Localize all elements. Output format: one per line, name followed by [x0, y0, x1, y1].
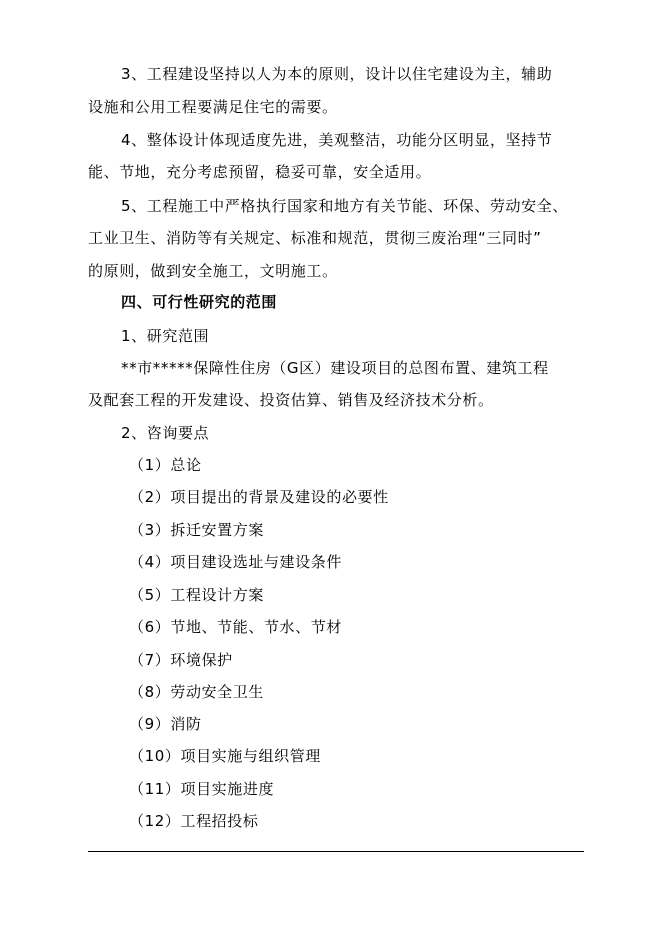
- paragraph-4-line-2: 能、节地，充分考虑预留，稳妥可靠，安全适用。: [88, 163, 432, 181]
- consult-item: （3）拆迁安置方案: [129, 521, 264, 539]
- consult-item: （8）劳动安全卫生: [129, 683, 264, 701]
- consult-item: （10）项目实施与组织管理: [129, 747, 321, 765]
- paragraph-5-line-1: 5、工程施工中严格执行国家和地方有关节能、环保、劳动安全、: [121, 197, 568, 215]
- consult-item: （7）环境保护: [129, 651, 233, 669]
- scope-title: 1、研究范围: [121, 327, 210, 345]
- consult-item: （2）项目提出的背景及建设的必要性: [129, 488, 389, 506]
- consult-title: 2、咨询要点: [121, 424, 210, 442]
- consult-item: （5）工程设计方案: [129, 586, 264, 604]
- consult-item: （9）消防: [129, 715, 202, 733]
- scope-line-2: 及配套工程的开发建设、投资估算、销售及经济技术分析。: [88, 391, 494, 409]
- paragraph-5-line-3: 的原则，做到安全施工，文明施工。: [88, 262, 338, 280]
- section-heading: 四、可行性研究的范围: [121, 293, 278, 311]
- paragraph-4-line-1: 4、整体设计体现适度先进，美观整洁，功能分区明显，坚持节: [121, 131, 553, 149]
- paragraph-5-line-2: 工业卫生、消防等有关规定、标准和规范，贯彻三废治理“三同时”: [88, 229, 542, 247]
- footer-divider: [88, 851, 584, 852]
- consult-item: （12）工程招投标: [129, 812, 259, 830]
- scope-line-1: **市*****保障性住房（G区）建设项目的总图布置、建筑工程: [121, 359, 549, 377]
- paragraph-3-line-2: 设施和公用工程要满足住宅的需要。: [88, 98, 338, 116]
- consult-item: （4）项目建设选址与建设条件: [129, 553, 342, 571]
- consult-item: （11）项目实施进度: [129, 780, 275, 798]
- consult-item: （1）总论: [129, 456, 202, 474]
- paragraph-3-line-1: 3、工程建设坚持以人为本的原则，设计以住宅建设为主，辅助: [121, 65, 553, 83]
- consult-item: （6）节地、节能、节水、节材: [129, 618, 342, 636]
